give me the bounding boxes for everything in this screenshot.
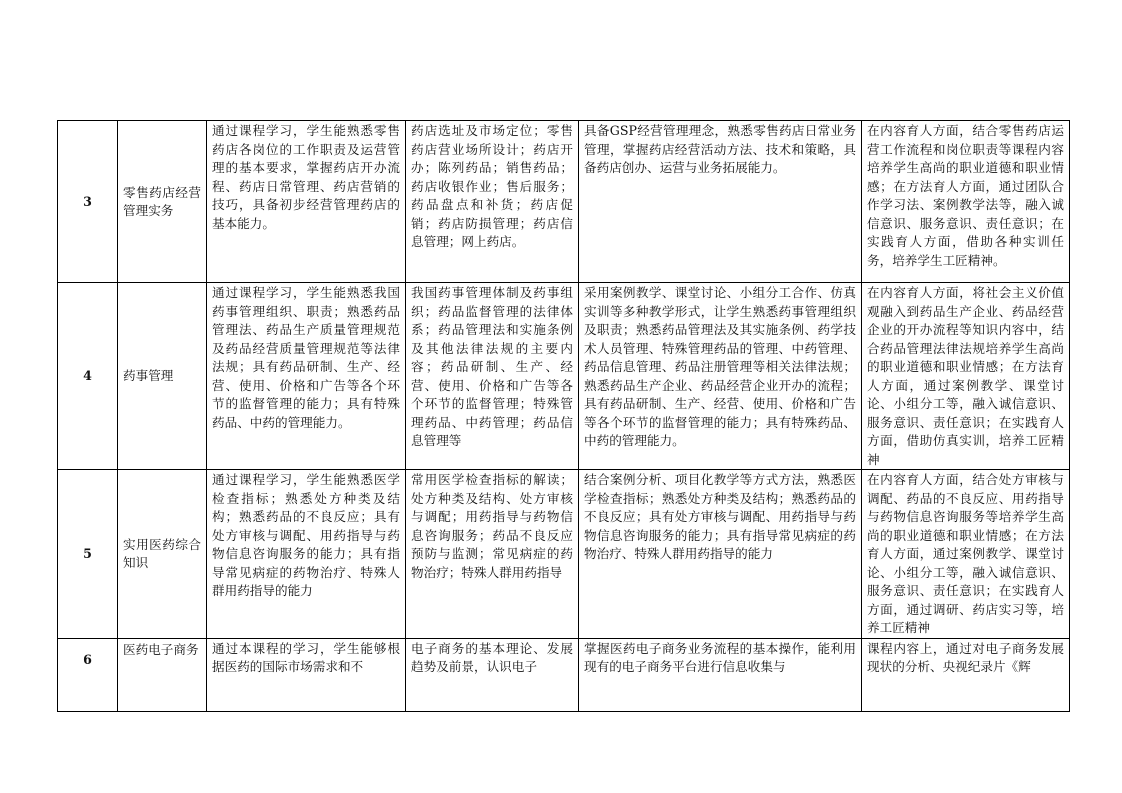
- table-row: [58, 470, 1070, 639]
- course-content: 常用医学检查指标的解读；处方种类及结构、处方审核与调配；用药指导与药物信息咨询服务；药品不良反应预防与监测；常见病症的药物治疗；特殊人群用药指导: [406, 470, 579, 639]
- course-objective: 通过课程学习，学生能熟悉零售药店各岗位的工作职责及运营管理的基本要求，掌握药店开办流程、药店日常管理、药店营销的技巧，具备初步经营管理药店的基本能力。: [207, 121, 406, 283]
- row-number: 3: [58, 121, 118, 283]
- course-content: 药店选址及市场定位；零售药店营业场所设计；药店开办；陈列药品；销售药品；药店收银作业；售后服务；药品盘点和补货；药店促销；药店防损管理；药店信息管理；网上药店。: [406, 121, 579, 283]
- course-objective: 通过课程学习，学生能熟悉医学检查指标；熟悉处方种类及结构；熟悉药品的不良反应；具有处方审核与调配、用药指导与药物信息咨询服务的能力；具有指导常见病症的药物治疗、特殊人群用药指导的能力: [207, 470, 406, 639]
- row-number: 6: [58, 638, 118, 711]
- ideology-element: 在内容育人方面，将社会主义价值观融入到药品生产企业、药品经营企业的开办流程等知识内容中，结合药品管理法律法规培养学生高尚的职业道德和职业情感；在方法育人方面，通过案例教学、课堂讨论、小组分工等，融入诚信意识、服务意识、责任意识；在实践育人方面，借助仿真实训，培养工匠精神: [862, 283, 1070, 470]
- course-objective: 通过课程学习，学生能熟悉我国药事管理组织、职责；熟悉药品管理法、药品生产质量管理规范及药品经营质量管理规范等法律法规；具有药品研制、生产、经营、使用、价格和广告等各个环节的监督管理的能力；具有特殊药品、中药的管理能力。: [207, 283, 406, 470]
- course-name: 医药电子商务: [118, 638, 207, 711]
- ideology-element: 课程内容上，通过对电子商务发展现状的分析、央视纪录片《辉: [862, 638, 1070, 711]
- row-number: 4: [58, 283, 118, 470]
- course-name: 药事管理: [118, 283, 207, 470]
- row-number: 5: [58, 470, 118, 639]
- teaching-requirement: 具备GSP经营管理理念，熟悉零售药店日常业务管理，掌握药店经营活动方法、技术和策略，具备药店创办、运营与业务拓展能力。: [579, 121, 862, 283]
- course-name: 实用医药综合知识: [118, 470, 207, 639]
- course-name: 零售药店经营管理实务: [118, 121, 207, 283]
- table-row: [58, 638, 1070, 711]
- course-content: 我国药事管理体制及药事组织；药品监督管理的法律体系；药品管理法和实施条例及其他法律法规的主要内容；药品研制、生产、经营、使用、价格和广告等各个环节的监督管理；特殊管理药品、中药管理；药品信息管理等: [406, 283, 579, 470]
- table-row: [58, 121, 1070, 283]
- teaching-requirement: 结合案例分析、项目化教学等方式方法，熟悉医学检查指标；熟悉处方种类及结构；熟悉药品的不良反应；具有处方审核与调配、用药指导与药物信息咨询服务的能力；具有指导常见病症的药物治疗、特殊人群用药指导的能力: [579, 470, 862, 639]
- ideology-element: 在内容育人方面，结合零售药店运营工作流程和岗位职责等课程内容培养学生高尚的职业道德和职业情感；在方法育人方面，通过团队合作学习法、案例教学法等，融入诚信意识、服务意识、责任意识；在实践育人方面，借助各种实训任务，培养学生工匠精神。: [862, 121, 1070, 283]
- course-objective: 通过本课程的学习，学生能够根据医药的国际市场需求和不: [207, 638, 406, 711]
- teaching-requirement: 掌握医药电子商务业务流程的基本操作，能利用现有的电子商务平台进行信息收集与: [579, 638, 862, 711]
- course-table: [57, 120, 1070, 712]
- course-content: 电子商务的基本理论、发展趋势及前景，认识电子: [406, 638, 579, 711]
- table-row: [58, 283, 1070, 470]
- ideology-element: 在内容育人方面，结合处方审核与调配、药品的不良反应、用药指导与药物信息咨询服务等培养学生高尚的职业道德和职业情感；在方法育人方面，通过案例教学、课堂讨论、小组分工等，融入诚信意识、服务意识、责任意识；在实践育人方面，通过调研、药店实习等，培养工匠精神: [862, 470, 1070, 639]
- teaching-requirement: 采用案例教学、课堂讨论、小组分工合作、仿真实训等多种教学形式，让学生熟悉药事管理组织及职责；熟悉药品管理法及其实施条例、药学技术人员管理、特殊管理药品的管理、中药管理、药品信息管理、药品注册管理等相关法律法规；熟悉药品生产企业、药品经营企业开办的流程；具有药品研制、生产、经营、使用、价格和广告等各个环节的监督管理的能力；具有特殊药品、中药的管理能力。: [579, 283, 862, 470]
